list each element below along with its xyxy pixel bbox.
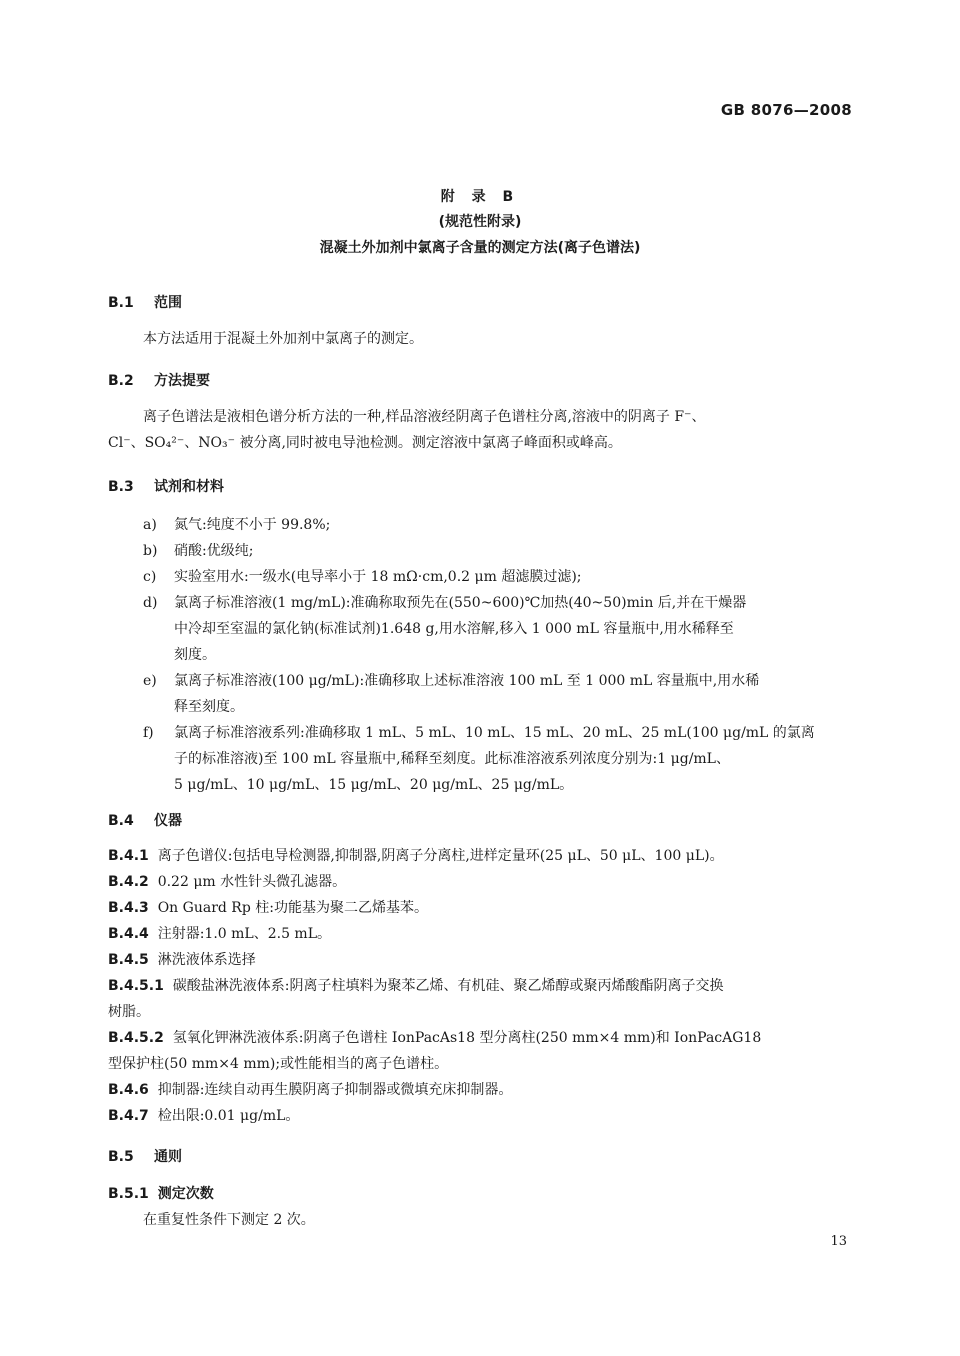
section-number: B.1	[108, 295, 134, 311]
section-title: 试剂和材料	[154, 479, 224, 495]
section-number: B.4	[108, 813, 134, 829]
section-b2-line1: 离子色谱法是液相色谱分析方法的一种,样品溶液经阴离子色谱柱分离,溶液中的阴离子 F⁻、	[143, 409, 706, 425]
clause-b5-1-text: 在重复性条件下测定 2 次。	[143, 1212, 315, 1228]
clause-b4-4	[108, 921, 331, 947]
clause-text: 抑制器:连续自动再生膜阴离子抑制器或微填充床抑制器。	[157, 1082, 513, 1098]
clause-label: B.4.7	[108, 1108, 149, 1124]
clause-text: 检出限:0.01 μg/mL。	[157, 1108, 300, 1124]
item-line: 氯离子标准溶液(1 mg/mL):准确称取预先在(550~600)℃加热(40~50)min 后,并在干燥器	[174, 595, 747, 611]
clause-b4-5	[108, 947, 256, 973]
clause-label: B.4.6	[108, 1082, 149, 1098]
section-b5-heading	[108, 1146, 182, 1166]
item-marker: c)	[143, 569, 157, 585]
item-marker: b)	[143, 543, 158, 559]
clause-text: On Guard Rp 柱:功能基为聚二乙烯基苯。	[157, 900, 428, 916]
clause-b4-3	[108, 895, 428, 921]
appendix-heading: 混凝土外加剂中氯离子含量的测定方法(离子色谱法)	[319, 240, 641, 256]
item-body	[174, 590, 854, 668]
item-body	[174, 720, 854, 798]
section-title: 方法提要	[154, 373, 210, 389]
clause-text: 0.22 μm 水性针头微孔滤器。	[157, 874, 347, 890]
section-number: B.3	[108, 479, 134, 495]
appendix-subtitle: (规范性附录)	[438, 214, 522, 230]
clause-text: 氢氧化钾淋洗液体系:阴离子色谱柱 IonPacAs18 型分离柱(250 mm×4 mm)和 IonPacAG18	[172, 1030, 762, 1046]
item-body	[174, 538, 854, 564]
section-b2-heading	[108, 370, 210, 390]
clause-label: B.4.1	[108, 848, 149, 864]
section-number: B.5	[108, 1149, 134, 1165]
clause-text: 离子色谱仪:包括电导检测器,抑制器,阴离子分离柱,进样定量环(25 μL、50 μL、100 μL)。	[157, 848, 724, 864]
item-line: 氯离子标准溶液系列:准确移取 1 mL、5 mL、10 mL、15 mL、20 mL、25 mL(100 μg/mL 的氯离	[174, 725, 815, 741]
item-line: 氯离子标准溶液(100 μg/mL):准确移取上述标准溶液 100 mL 至 1 000 mL 容量瓶中,用水稀	[174, 673, 760, 689]
section-title: 通则	[154, 1149, 182, 1165]
section-b1-heading	[108, 292, 182, 312]
clause-label: B.4.2	[108, 874, 149, 890]
clause-b4-5-2	[108, 1025, 761, 1051]
clause-label: B.4.4	[108, 926, 149, 942]
clause-text: 淋洗液体系选择	[157, 952, 256, 968]
section-b4-heading	[108, 810, 182, 830]
appendix-title: 附 录 B	[440, 189, 520, 205]
item-line: 硝酸:优级纯;	[174, 543, 254, 559]
clause-label: B.5.1	[108, 1186, 149, 1202]
clause-b4-7	[108, 1103, 299, 1129]
section-title: 仪器	[154, 813, 182, 829]
item-marker: d)	[143, 595, 158, 611]
clause-b4-5-1-cont: 树脂。	[108, 1004, 150, 1020]
clause-b4-6	[108, 1077, 512, 1103]
clause-b4-5-1	[108, 973, 723, 999]
section-number: B.2	[108, 373, 134, 389]
item-line: 中冷却至室温的氯化钠(标准试剂)1.648 g,用水溶解,移入 1 000 mL 容量瓶中,用水稀释至	[174, 621, 734, 637]
clause-b5-1	[108, 1181, 214, 1207]
item-marker: a)	[143, 517, 157, 533]
item-line: 氮气:纯度不小于 99.8%;	[174, 517, 331, 533]
clause-text: 注射器:1.0 mL、2.5 mL。	[157, 926, 331, 942]
item-line: 刻度。	[174, 647, 216, 663]
clause-label: B.4.5.2	[108, 1030, 164, 1046]
section-b3-heading	[108, 476, 224, 496]
section-b1-text: 本方法适用于混凝土外加剂中氯离子的测定。	[143, 331, 423, 347]
item-body	[174, 668, 854, 720]
clause-label: B.4.3	[108, 900, 149, 916]
clause-text: 碳酸盐淋洗液体系:阴离子柱填料为聚苯乙烯、有机硅、聚乙烯醇或聚丙烯酸酯阴离子交换	[172, 978, 724, 994]
item-line: 实验室用水:一级水(电导率小于 18 mΩ·cm,0.2 μm 超滤膜过滤);	[174, 569, 582, 585]
standard-number: GB 8076—2008	[720, 101, 852, 119]
item-line: 子的标准溶液)至 100 mL 容量瓶中,稀释至刻度。此标准溶液系列浓度分别为:1 μg/mL、	[174, 751, 730, 767]
item-line: 释至刻度。	[174, 699, 244, 715]
clause-b4-1	[108, 843, 724, 869]
clause-b4-2	[108, 869, 346, 895]
clause-b4-5-2-cont: 型保护柱(50 mm×4 mm);或性能相当的离子色谱柱。	[108, 1056, 449, 1072]
item-marker: f)	[143, 725, 154, 741]
section-title: 范围	[154, 295, 182, 311]
item-body	[174, 564, 854, 590]
clause-label: B.4.5.1	[108, 978, 164, 994]
item-marker: e)	[143, 673, 157, 689]
page-number: 13	[830, 1234, 847, 1249]
item-body	[174, 512, 854, 538]
clause-title: 测定次数	[157, 1186, 214, 1202]
clause-label: B.4.5	[108, 952, 149, 968]
item-line: 5 μg/mL、10 μg/mL、15 μg/mL、20 μg/mL、25 μg/mL。	[174, 777, 574, 793]
section-b2-line2: Cl⁻、SO₄²⁻、NO₃⁻ 被分离,同时被电导池检测。测定溶液中氯离子峰面积或峰高。	[108, 435, 622, 451]
